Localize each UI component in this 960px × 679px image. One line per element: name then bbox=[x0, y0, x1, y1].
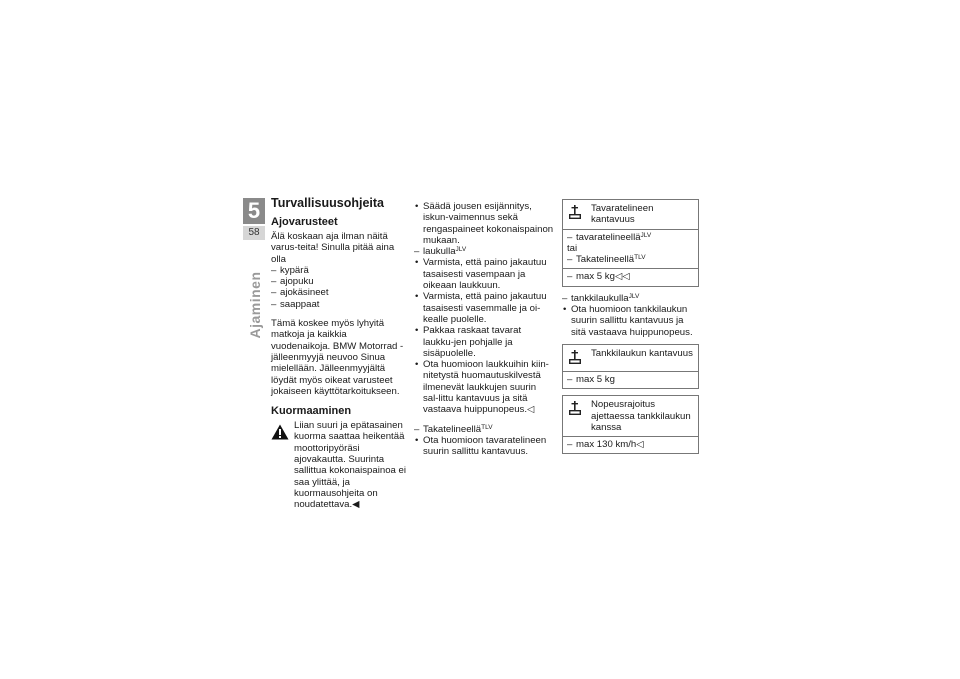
end-marker: ◁◁ bbox=[614, 271, 630, 283]
warning-text: Liian suuri ja epätasainen kuorma saattaa heikentää moottoripyöräsi ajovakautta. Suurinta sallittua kokonaispainoa ei saa ylittää, ja kuormausohjeita on noudatettava. bbox=[294, 420, 407, 511]
box-title: Tavaratelineen kantavuus bbox=[591, 203, 654, 226]
list-item: – tankkilaukulla$^{JLV}$ bbox=[562, 293, 699, 304]
equipment-intro: Älä koskaan aja ilman näitä varus-teita! Sinulla pitää aina olla bbox=[271, 231, 395, 265]
spec-value: – max 5 kg bbox=[567, 374, 694, 385]
option-code: TLV bbox=[481, 423, 493, 431]
end-marker: ◁ bbox=[636, 439, 644, 451]
section-title: Turvallisuusohjeita bbox=[271, 196, 384, 210]
end-marker: ◁ bbox=[527, 404, 535, 416]
or-text: tai bbox=[567, 242, 578, 254]
column-1 bbox=[271, 196, 406, 511]
column-2 bbox=[414, 201, 554, 458]
spec-box-speed-limit bbox=[562, 395, 699, 454]
equipment-paragraph: Tämä koskee myös lyhyitä matkoja ja kaikkia vuodenaikoja. BMW Motorrad -jälleenmyyjä neuvoo Sinua mielellään. Jälleenmyyjältä löydät myös oikeat varusteet jokaiseen käyttötarkoitukseen. bbox=[271, 318, 404, 397]
weight-icon bbox=[568, 349, 582, 365]
chapter-label: Ajaminen bbox=[247, 271, 263, 339]
list-item: • Säädä jousen esijännitys, iskun-vaimennus sekä rengaspaineet kokonaispainon mukaan. bbox=[414, 201, 554, 246]
warning-triangle-icon bbox=[271, 424, 289, 440]
spec-box-rack-load bbox=[562, 199, 699, 287]
list-item: • Pakkaa raskaat tavarat laukku-jen pohjalle ja sisäpuolelle. bbox=[414, 325, 554, 359]
box-title: Tankkilaukun kantavuus bbox=[591, 347, 693, 359]
warning-block bbox=[271, 420, 406, 510]
end-marker: ◀ bbox=[352, 499, 360, 511]
option-code: TLV bbox=[634, 254, 646, 262]
list-item: – ajopuku bbox=[271, 276, 406, 287]
list-item: • Varmista, että paino jakautuu tasaisesti vasemmalle ja oi-kealle puolelle. bbox=[414, 291, 554, 325]
option-code: JLV bbox=[628, 292, 640, 300]
option-code: JLV bbox=[640, 231, 652, 239]
weight-icon bbox=[568, 204, 582, 220]
heading-loading: Kuormaaminen bbox=[271, 405, 352, 418]
list-item: • Ota huomioon tankkilaukun suurin sallittu kantavuus ja sitä vastaava huippunopeus. bbox=[562, 304, 699, 338]
list-item: – Takatelineellä$^{TLV}$ bbox=[567, 254, 694, 265]
page-number: 58 bbox=[243, 226, 265, 240]
list-item: • Ota huomioon laukkuihin kiin-nitetystä huomautuskilvestä ilmenevät laukkujen suurin sal-littu kantavuus ja sitä vastaava huippunopeus.◁ bbox=[414, 359, 554, 415]
spec-value: – max 5 kg◁◁ bbox=[567, 271, 694, 282]
column-3 bbox=[562, 199, 699, 460]
chapter-number: 5 bbox=[243, 198, 265, 224]
spec-box-tankbag-load bbox=[562, 344, 699, 389]
heading-equipment: Ajovarusteet bbox=[271, 216, 338, 228]
list-item: • Varmista, että paino jakautuu tasaisesti vasempaan ja oikeaan laukkuun. bbox=[414, 257, 554, 291]
spec-value: – max 130 km/h◁ bbox=[567, 439, 694, 450]
list-item: – saappaat bbox=[271, 299, 406, 310]
weight-icon bbox=[568, 400, 582, 416]
list-item: – laukulla$^{JLV}$ bbox=[414, 246, 554, 257]
list-item: • Ota huomioon tavaratelineen suurin sallittu kantavuus. bbox=[414, 435, 554, 458]
list-item: – Takatelineellä$^{TLV}$ bbox=[414, 424, 554, 435]
list-item: – ajokäsineet bbox=[271, 287, 406, 298]
option-code: JLV bbox=[455, 246, 467, 254]
box-title: Nopeusrajoitus ajettaessa tankkilaukun kanssa bbox=[591, 399, 691, 433]
list-item: – tavaratelineellä$^{JLV}$ bbox=[567, 232, 694, 243]
list-item: – kypärä bbox=[271, 265, 406, 276]
